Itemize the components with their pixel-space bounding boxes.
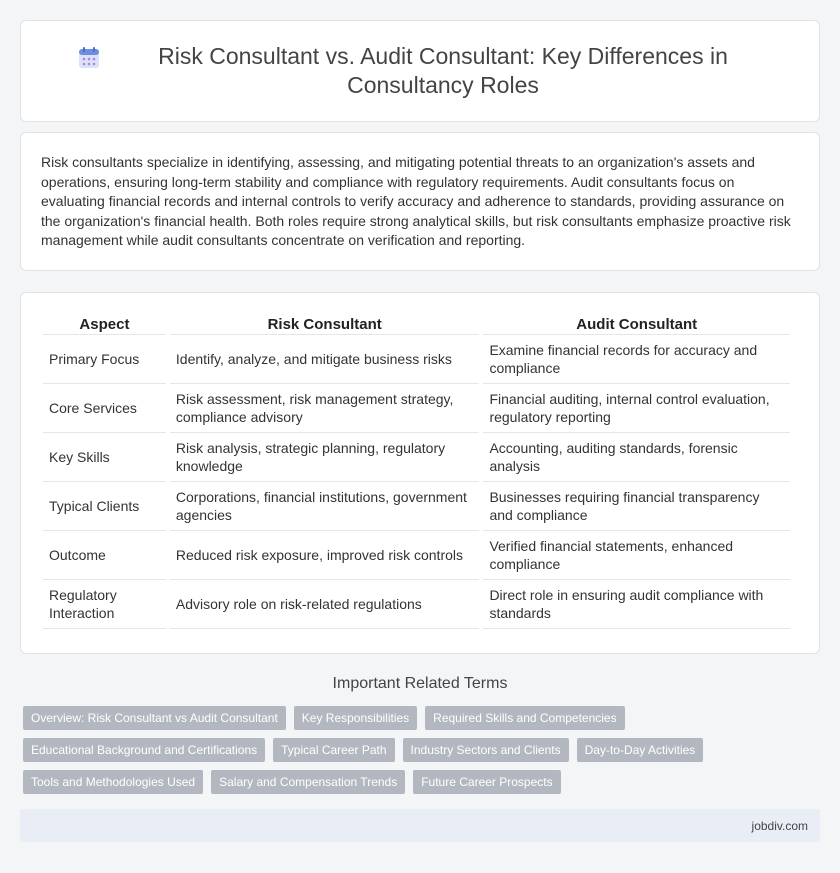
table-row [43, 482, 790, 531]
tag-link[interactable]: Overview: Risk Consultant vs Audit Consultant [23, 706, 286, 730]
cell-aspect: Outcome [43, 531, 166, 580]
title-card [20, 20, 820, 122]
cell-audit: Financial auditing, internal control evaluation, regulatory reporting [483, 384, 790, 433]
related-terms-title: Important Related Terms [332, 675, 508, 692]
cell-audit: Verified financial statements, enhanced compliance [483, 531, 790, 580]
cell-risk: Risk analysis, strategic planning, regulatory knowledge [170, 433, 480, 482]
cell-aspect: Typical Clients [43, 482, 166, 531]
table-header-row [43, 313, 790, 335]
cell-risk: Corporations, financial institutions, government agencies [170, 482, 480, 531]
title-wrap [70, 42, 770, 100]
related-terms-tags [23, 706, 823, 802]
cell-aspect: Core Services [43, 384, 166, 433]
cell-audit: Accounting, auditing standards, forensic analysis [483, 433, 790, 482]
table-row [43, 433, 790, 482]
table-row [43, 531, 790, 580]
tag-link[interactable]: Required Skills and Competencies [425, 706, 624, 730]
header-audit-consultant: Audit Consultant [483, 313, 790, 335]
header-risk-consultant: Risk Consultant [170, 313, 480, 335]
table-row [43, 580, 790, 629]
header-aspect: Aspect [43, 313, 166, 335]
tag-row [23, 770, 823, 794]
cell-risk: Reduced risk exposure, improved risk controls [170, 531, 480, 580]
tag-link[interactable]: Salary and Compensation Trends [211, 770, 405, 794]
calendar-icon [77, 46, 101, 70]
cell-aspect: Primary Focus [43, 335, 166, 384]
tag-link[interactable]: Tools and Methodologies Used [23, 770, 203, 794]
cell-risk: Advisory role on risk-related regulations [170, 580, 480, 629]
tag-link[interactable]: Industry Sectors and Clients [403, 738, 569, 762]
tag-link[interactable]: Future Career Prospects [413, 770, 560, 794]
table-row [43, 384, 790, 433]
intro-text: Risk consultants specialize in identifying, assessing, and mitigating potential threats to an organization's assets and operations, ensuring long-term stability and compliance with regulatory requirements. Audit consultants focus on evaluating financial records and internal controls to verify accuracy and adherence to standards, providing assurance on the organization's financial health. Both roles require strong analytical skills, but risk consultants emphasize proactive risk management while audit consultants concentrate on verification and reporting. [41, 154, 791, 249]
footer [20, 809, 820, 842]
cell-risk: Risk assessment, risk management strategy, compliance advisory [170, 384, 480, 433]
cell-audit: Businesses requiring financial transparency and compliance [483, 482, 790, 531]
tag-row [23, 738, 823, 762]
tag-link[interactable]: Typical Career Path [273, 738, 394, 762]
footer-site[interactable]: jobdiv.com [751, 818, 808, 833]
cell-aspect: Key Skills [43, 433, 166, 482]
tag-link[interactable]: Day-to-Day Activities [577, 738, 704, 762]
comparison-table [39, 313, 794, 629]
cell-aspect: Regulatory Interaction [43, 580, 166, 629]
table-card [20, 292, 820, 654]
page-title: Risk Consultant vs. Audit Consultant: Key Differences in Consultancy Roles [158, 43, 728, 98]
cell-risk: Identify, analyze, and mitigate business risks [170, 335, 480, 384]
tag-link[interactable]: Key Responsibilities [294, 706, 417, 730]
intro-card [20, 132, 820, 271]
cell-audit: Direct role in ensuring audit compliance with standards [483, 580, 790, 629]
tag-link[interactable]: Educational Background and Certifications [23, 738, 265, 762]
cell-audit: Examine financial records for accuracy and compliance [483, 335, 790, 384]
table-row [43, 335, 790, 384]
tag-row [23, 706, 823, 730]
